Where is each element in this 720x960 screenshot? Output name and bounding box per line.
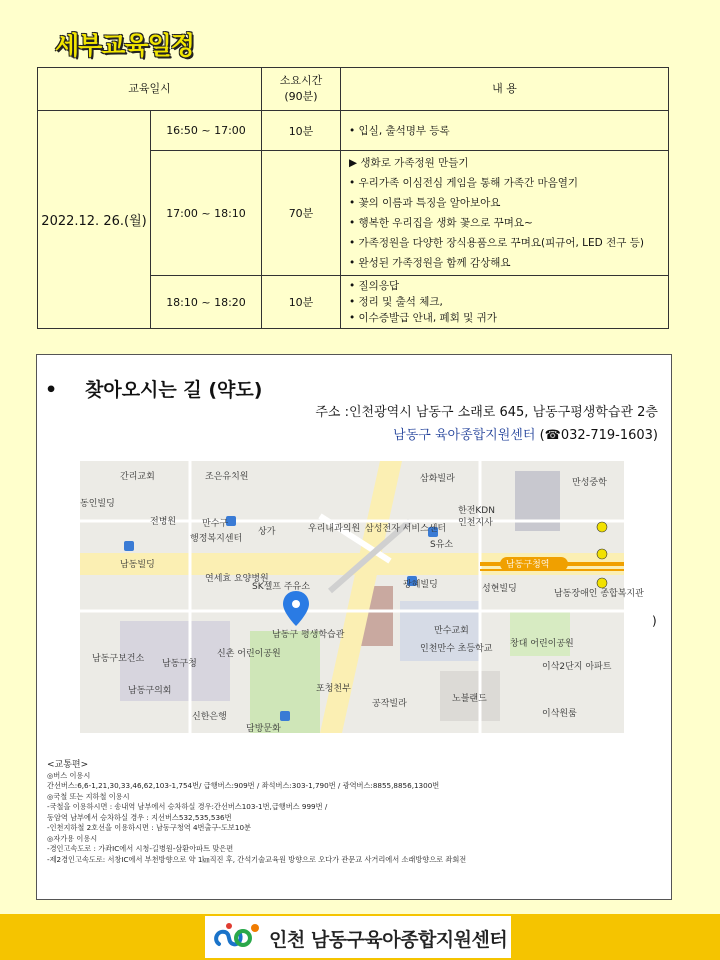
map-label: S유소 — [430, 540, 454, 550]
map-label: 신한은행 — [192, 712, 227, 722]
map-label: 광혜빌딩 — [403, 580, 438, 590]
time-cell: 17:00 ~ 18:10 — [151, 151, 262, 276]
map-label: 창대 어린이공원 — [510, 639, 574, 649]
closing-paren: ) — [652, 614, 657, 628]
header-content: 내 용 — [341, 68, 669, 111]
map-label: 신촌 어린이공원 — [217, 649, 281, 659]
time-cell: 18:10 ~ 18:20 — [151, 276, 262, 329]
directions-title-text: 찾아오시는 길 (약도) — [85, 379, 263, 401]
content-cell — [341, 151, 669, 276]
map-label: 남동구의회 — [128, 686, 172, 696]
map-label: 성현빌딩 — [482, 584, 517, 594]
map-label: 공작빌라 — [372, 699, 407, 709]
map-label: 삼화빌라 — [420, 474, 455, 484]
transport-line: ◎자가용 이용시 — [47, 833, 98, 843]
map-label: 만성중학 — [572, 478, 607, 488]
map-label: 전병원 — [150, 517, 177, 527]
bullet: • — [45, 379, 58, 401]
exit-marker — [597, 578, 607, 588]
exit-marker — [597, 522, 607, 532]
footer-logo — [205, 916, 511, 958]
map-graphic — [80, 461, 644, 734]
content-item: • 완성된 가족정원을 함께 감상해요 — [349, 257, 511, 269]
transport-header: <교통편> — [47, 760, 89, 770]
map-label: 인천지사 — [458, 518, 493, 528]
map-label: 남동구보건소 — [92, 654, 145, 664]
content-item: • 우리가족 이심전심 게임을 통해 가족간 마음열기 — [349, 177, 579, 189]
content-cell — [341, 111, 669, 151]
center-tel: (☎032-719-1603) — [539, 428, 658, 443]
page-title: 세부교육일정 — [55, 31, 194, 60]
content-item: • 이수증발급 안내, 폐회 및 귀가 — [349, 312, 497, 324]
park-area — [510, 611, 570, 656]
map-label: 한전KDN — [458, 506, 495, 516]
center-name: 남동구 육아종합지원센터 — [393, 428, 536, 443]
directions-title — [45, 375, 262, 402]
content-cell — [341, 276, 669, 329]
map-label: 남동장애인 종합복지관 — [554, 589, 644, 599]
map-label: 남동구 평생학습관 — [272, 630, 345, 640]
schedule-header-row — [38, 68, 669, 111]
bus-stop-icon — [124, 541, 134, 551]
header-duration — [262, 68, 341, 111]
header-duration-text: 소요시간 (90분) — [279, 74, 323, 103]
duration-cell: 70분 — [262, 151, 341, 276]
schedule-table — [37, 67, 669, 329]
transport-line: -인천지하철 2호선을 이용하시면 : 남동구청역 4번출구-도보10분 — [47, 823, 251, 832]
map-label: 남동구청 — [162, 659, 197, 669]
header-date: 교육일시 — [38, 68, 262, 111]
map-label: 남동빌딩 — [120, 560, 155, 570]
transport-line: 간선버스:6,6-1,21,30,33,46,62,103-1,754번/ 급행버스:909번 / 좌석버스:303-1,790번 / 광역버스:8855,8856,1300번 — [47, 781, 440, 790]
date-cell: 2022.12. 26.(월) — [38, 111, 151, 329]
map-label: 행정복지센터 — [190, 534, 243, 544]
location-map[interactable] — [80, 461, 644, 734]
content-item: • 가족정원을 다양한 장식용품으로 꾸며요(피규어, LED 전구 등) — [349, 237, 644, 249]
content-item: • 질의응답 — [349, 280, 400, 292]
map-label: 만수교회 — [434, 626, 469, 636]
content-item: • 행복한 우리집을 생화 꽃으로 꾸며요~ — [349, 217, 533, 229]
transport-line: -국철을 이용하시면 : 송내역 남부에서 승차하실 경우:간선버스103-1번,급행버스 999번 / — [47, 802, 328, 811]
footer-bar — [0, 914, 720, 960]
transport-line: -제2경인고속도로: 서창IC에서 부천방향으로 약 1㎞직진 후, 간석기술교육원 방향으로 오다가 관문교 사거리에서 소래방향으로 좌회전 — [47, 854, 467, 864]
map-label: 노블랜드 — [452, 694, 487, 704]
duration-cell: 10분 — [262, 276, 341, 329]
map-label: 남동구청역 — [506, 560, 550, 570]
transport-line: ◎국철 또는 지하철 이용시 — [47, 791, 130, 801]
content-item: • 정리 및 출석 체크, — [349, 296, 443, 308]
bus-stop-icon — [280, 711, 290, 721]
transport-info — [47, 760, 466, 865]
map-label: SK셀프 주유소 — [252, 582, 310, 592]
transport-line: ◎버스 이용시 — [47, 770, 91, 780]
content-item: ▶ 생화로 가족정원 만들기 — [349, 157, 469, 169]
exit-marker — [597, 549, 607, 559]
transport-line: 동암역 남부에서 승차하실 경우 : 지선버스532,535,536번 — [47, 812, 232, 822]
map-label: 우리내과의원 — [308, 524, 361, 534]
map-label: 삼성전자 서비스센터 — [365, 524, 447, 534]
map-label: 담방문화 — [246, 724, 281, 734]
time-cell: 16:50 ~ 17:00 — [151, 111, 262, 151]
address: 주소 :인천광역시 남동구 소래로 645, 남동구평생학습관 2층 — [315, 405, 658, 420]
location-pin-dot — [292, 600, 300, 608]
directions-box — [36, 354, 672, 900]
map-label: 포청천부 — [316, 684, 351, 694]
table-row — [38, 111, 669, 151]
map-label: 인천만수 초등학교 — [420, 644, 493, 654]
duration-cell: 10분 — [262, 111, 341, 151]
map-label: 만수구 — [202, 519, 229, 529]
map-label: 이삭2단지 아파트 — [542, 662, 612, 672]
transport-line: -경인고속도로 : 가좌IC에서 시청-길병원-삼환아파트 맞은편 — [47, 844, 234, 853]
center-contact — [393, 424, 658, 443]
map-label: 조은유치원 — [205, 472, 249, 482]
content-item: • 꽃의 이름과 특징을 알아보아요 — [349, 197, 501, 209]
map-label: 이삭원룸 — [542, 709, 577, 719]
footer-center-name: 인천 남동구육아종합지원센터 — [269, 929, 508, 951]
map-label: 간리교회 — [120, 472, 155, 482]
map-label: 연세효 요양병원 — [205, 574, 269, 584]
map-label: 상가 — [258, 527, 276, 537]
content-item: • 입실, 출석명부 등록 — [349, 124, 450, 137]
logo-mark-icon — [209, 916, 269, 958]
map-label: 동인빌딩 — [80, 499, 115, 509]
